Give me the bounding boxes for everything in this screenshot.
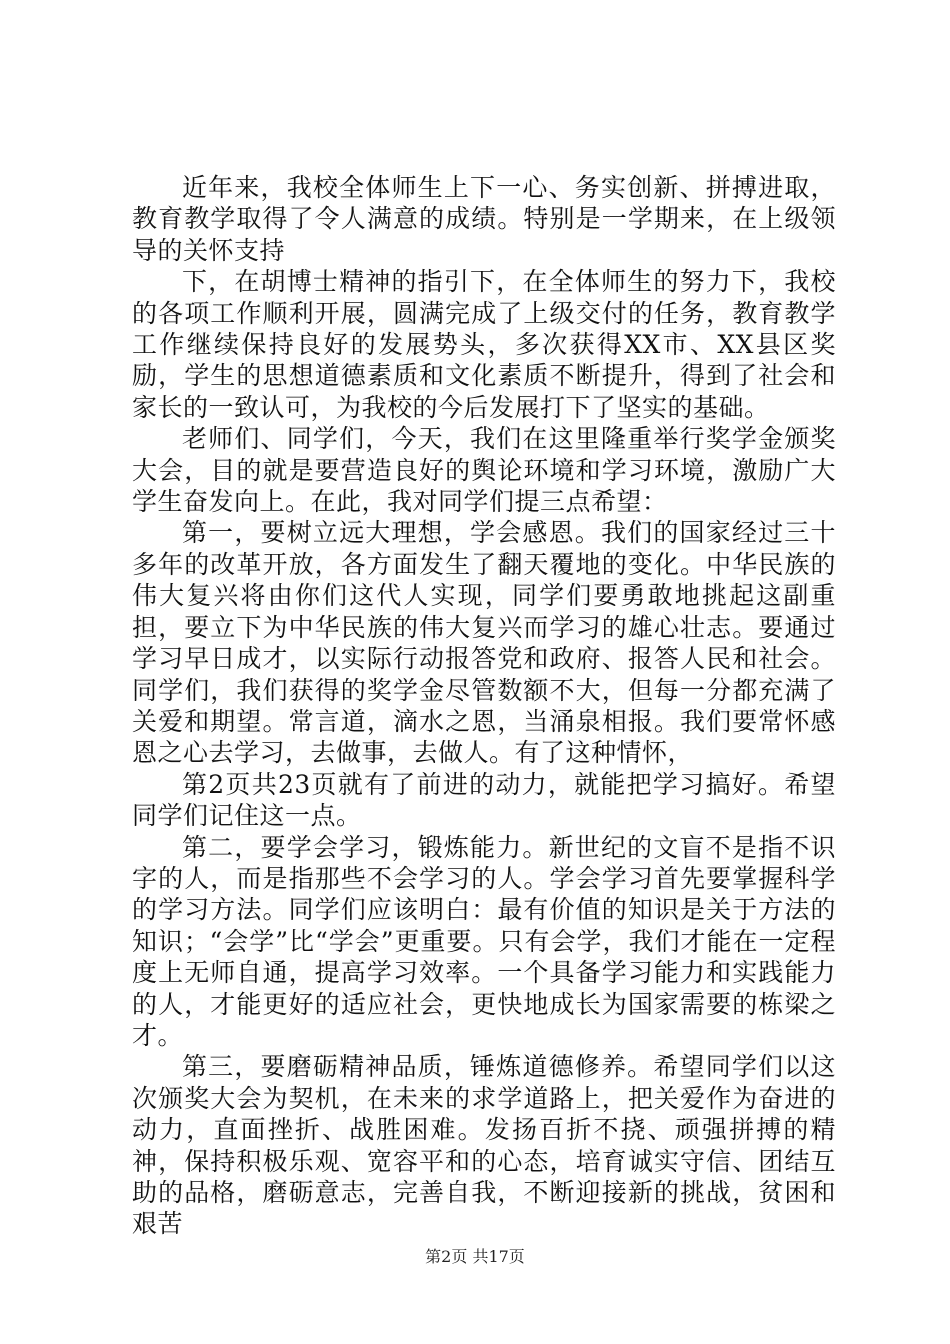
paragraph: 第2页共23页就有了前进的动力，就能把学习搞好。希望同学们记住这一点。 (132, 769, 836, 831)
paragraph: 下，在胡博士精神的指引下，在全体师生的努力下，我校的各项工作顺利开展，圆满完成了上级交付的任务，教育教学工作继续保持良好的发展势头，多次获得XX市、XX县区奖励，学生的思想道德素质和文化素质不断提升，得到了社会和家长的一致认可，为我校的今后发展打下了坚实的基础。 (132, 267, 836, 422)
paragraph: 近年来，我校全体师生上下一心、务实创新、拼搏进取，教育教学取得了令人满意的成绩。特别是一学期来，在上级领导的关怀支持 (132, 173, 836, 265)
paragraph: 第一，要树立远大理想，学会感恩。我们的国家经过三十多年的改革开放，各方面发生了翻天覆地的变化。中华民族的伟大复兴将由你们这代人实现，同学们要勇敢地挑起这副重担，要立下为中华民族的伟大复兴而学习的雄心壮志。要通过学习早日成才，以实际行动报答党和政府、报答人民和社会。同学们，我们获得的奖学金尽管数额不大，但每一分都充满了关爱和期望。常言道，滴水之恩，当涌泉相报。我们要常怀感恩之心去学习，去做事，去做人。有了这种情怀， (132, 518, 836, 768)
document-body (132, 172, 836, 1240)
paragraph: 老师们、同学们，今天，我们在这里隆重举行奖学金颁奖大会，目的就是要营造良好的舆论环境和学习环境，激励广大学生奋发向上。在此，我对同学们提三点希望： (132, 424, 836, 517)
page-footer: 第2页 共17页 (425, 1247, 525, 1266)
paragraph: 第二，要学会学习，锻炼能力。新世纪的文盲不是指不识字的人，而是指那些不会学习的人。学会学习首先要掌握科学的学习方法。同学们应该明白：最有价值的知识是关于方法的知识；“会学”比“学会”更重要。只有会学，我们才能在一定程度上无师自通，提高学习效率。一个具备学习能力和实践能力的人，才能更好的适应社会，更快地成长为国家需要的栋梁之才。 (132, 832, 836, 1050)
paragraph: 第三，要磨砺精神品质，锤炼道德修养。希望同学们以这次颁奖大会为契机，在未来的求学道路上，把关爱作为奋进的动力，直面挫折、战胜困难。发扬百折不挠、顽强拼搏的精神，保持积极乐观、宽容平和的心态，培育诚实守信、团结互助的品格，磨砺意志，完善自我，不断迎接新的挑战，贫困和艰苦 (132, 1052, 836, 1239)
